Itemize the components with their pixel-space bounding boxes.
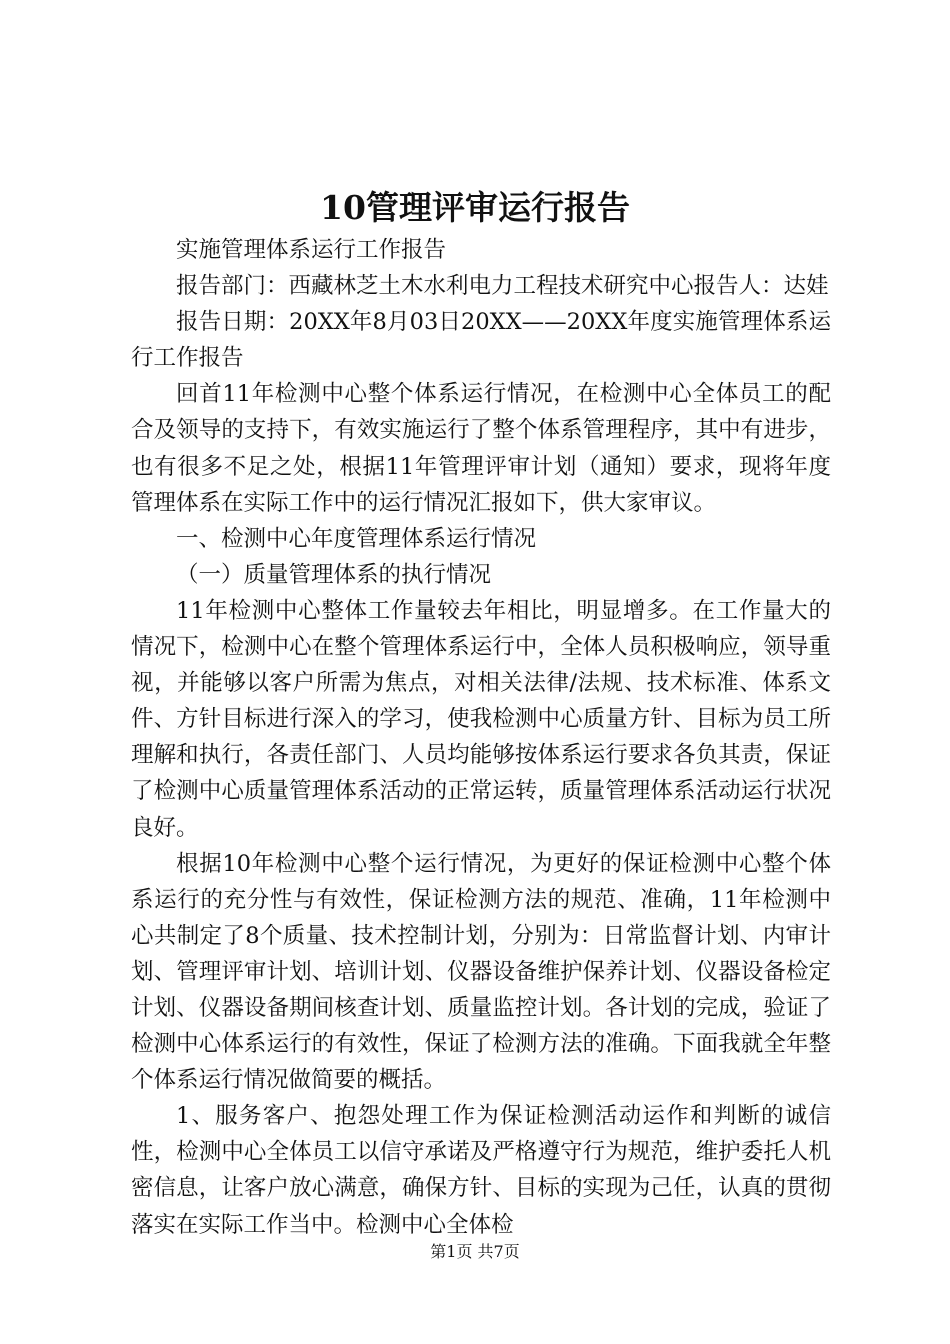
paragraph-workload: 11年检测中心整体工作量较去年相比，明显增多。在工作量大的情况下，检测中心在整个管理体系运行中，全体人员积极响应，领导重视，并能够以客户所需为焦点，对相关法律/法规、技术标准、体系文件、方针目标进行深入的学习，使我检测中心质量方针、目标为员工所理解和执行，各责任部门、人员均能够按体系运行要求各负其责，保证了检测中心质量管理体系活动的正常运转，质量管理体系活动运行状况良好。 xyxy=(131,597,831,841)
page-footer: 第1页 共7页 xyxy=(430,1242,520,1261)
paragraph-date: 报告日期：20XX年8月03日20XX——20XX年度实施管理体系运行工作报告 xyxy=(131,309,831,372)
paragraph-plans: 根据10年检测中心整个运行情况，为更好的保证检测中心整个体系运行的充分性与有效性，保证检测方法的规范、准确，11年检测中心共制定了8个质量、技术控制计划，分别为：日常监督计划、内审计划、管理评审计划、培训计划、仪器设备维护保养计划、仪器设备检定计划、仪器设备期间核查计划、质量监控计划。各计划的完成，验证了检测中心体系运行的有效性，保证了检测方法的准确。下面我就全年整个体系运行情况做简要的概括。 xyxy=(131,850,831,1094)
paragraph-intro: 回首11年检测中心整个体系运行情况，在检测中心全体员工的配合及领导的支持下，有效实施运行了整个体系管理程序，其中有进步，也有很多不足之处，根据11年管理评审计划（通知）要求，现将年度管理体系在实际工作中的运行情况汇报如下，供大家审议。 xyxy=(131,381,831,516)
document-title: 10管理评审运行报告 xyxy=(320,188,630,227)
document-body xyxy=(131,232,831,1243)
paragraph-department: 报告部门：西藏林芝土木水利电力工程技术研究中心报告人：达娃 xyxy=(176,273,829,300)
section-heading: 一、检测中心年度管理体系运行情况 xyxy=(176,525,537,552)
subsection-heading: （一）质量管理体系的执行情况 xyxy=(176,561,492,588)
paragraph-service: 1、服务客户、抱怨处理工作为保证检测活动运作和判断的诚信性，检测中心全体员工以信守承诺及严格遵守行为规范，维护委托人机密信息，让客户放心满意，确保方针、目标的实现为己任，认真的贯彻落实在实际工作当中。检测中心全体检 xyxy=(131,1103,831,1238)
paragraph-subtitle: 实施管理体系运行工作报告 xyxy=(176,237,447,263)
